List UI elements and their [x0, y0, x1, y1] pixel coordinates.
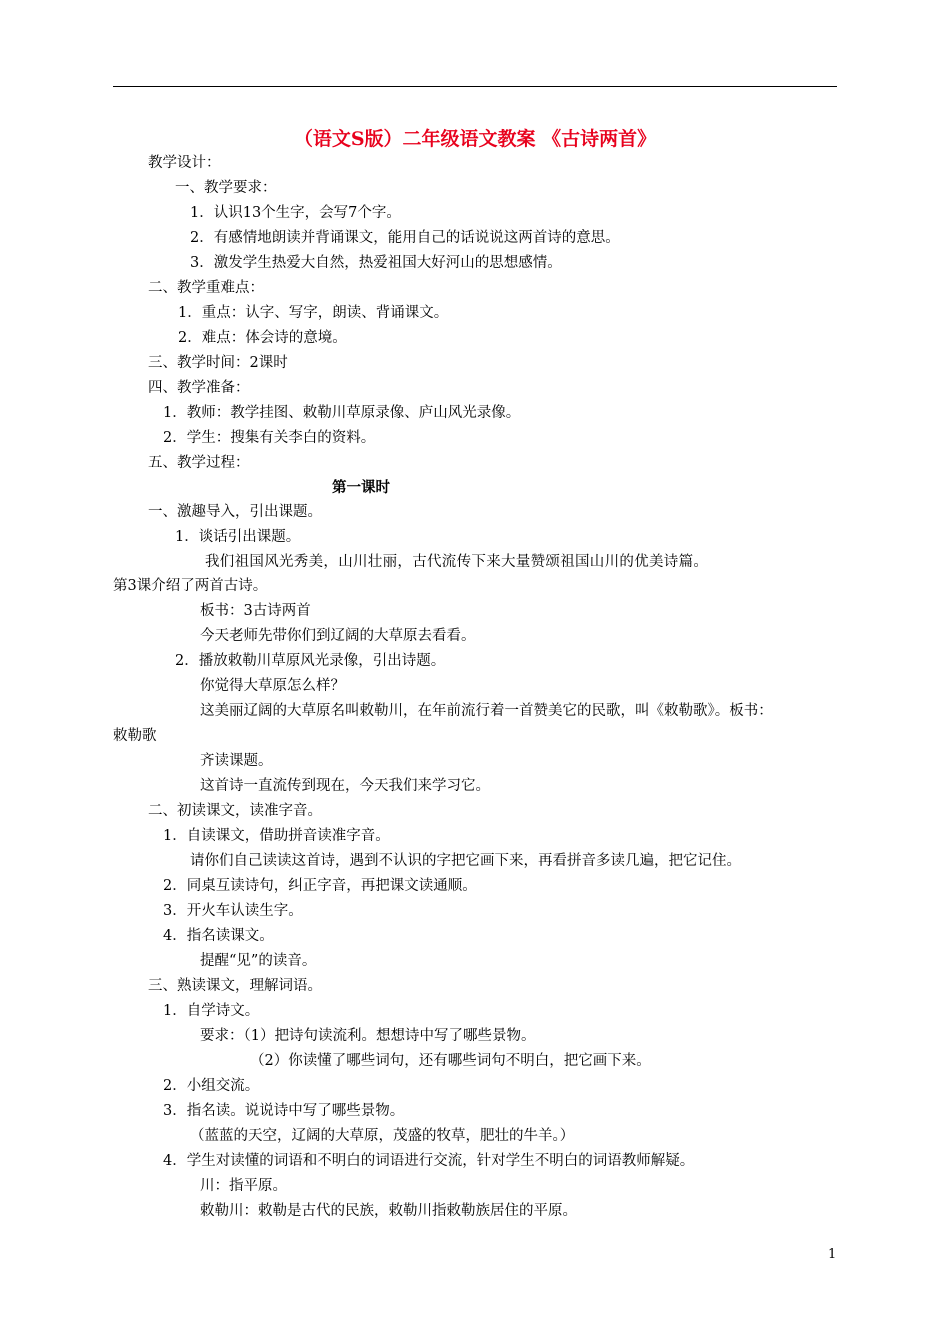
text-line: 要求：（1）把诗句读流利。想想诗中写了哪些景物。 [200, 1028, 536, 1044]
text-line: 1．认识13个生字，会写7个字。 [190, 205, 401, 221]
document-title: （语文S版）二年级语文教案 《古诗两首》 [293, 128, 657, 150]
text-line: 2．有感情地朗读并背诵课文，能用自己的话说说这两首诗的意思。 [190, 230, 620, 246]
text-line: （蓝蓝的天空，辽阔的大草原，茂盛的牧草，肥壮的牛羊。） [190, 1128, 575, 1144]
text-line: 3．指名读。说说诗中写了哪些景物。 [163, 1103, 405, 1119]
page-number: 1 [828, 1247, 837, 1262]
text-line: 二、初读课文，读准字音。 [148, 803, 322, 819]
text-line: 2．难点：体会诗的意境。 [178, 330, 347, 346]
text-line: 1．谈话引出课题。 [175, 529, 301, 545]
text-line: 三、教学时间：2课时 [148, 355, 288, 371]
text-line: 2．学生：搜集有关李白的资料。 [163, 430, 376, 446]
text-line: 敕勒川：敕勒是古代的民族，敕勒川指敕勒族居住的平原。 [200, 1203, 577, 1219]
text-line: 这首诗一直流传到现在，今天我们来学习它。 [200, 778, 490, 794]
text-line: 这美丽辽阔的大草原名叫敕勒川，在年前流行着一首赞美它的民歌，叫《敕勒歌》。板书： [200, 703, 773, 719]
text-line: （2）你读懂了哪些词句，还有哪些词句不明白，把它画下来。 [250, 1053, 651, 1069]
text-line: 1．自学诗文。 [163, 1003, 260, 1019]
text-line: 三、熟读课文，理解词语。 [148, 978, 322, 994]
text-line: 今天老师先带你们到辽阔的大草原去看看。 [200, 628, 476, 644]
text-line: 四、教学准备： [148, 380, 250, 396]
header-rule [113, 86, 837, 87]
text-line: 你觉得大草原怎么样？ [200, 678, 345, 694]
text-line: 1．教师：教学挂图、敕勒川草原录像、庐山风光录像。 [163, 405, 521, 421]
text-line: 4．指名读课文。 [163, 928, 274, 944]
text-line: 五、教学过程： [148, 455, 250, 471]
text-line: 2．同桌互读诗句，纠正字音，再把课文读通顺。 [163, 878, 477, 894]
text-line: 4．学生对读懂的词语和不明白的词语进行交流，针对学生不明白的词语教师解疑。 [163, 1153, 695, 1169]
text-line: 3．开火车认读生字。 [163, 903, 303, 919]
text-line: 第3课介绍了两首古诗。 [113, 578, 268, 594]
text-line: 我们祖国风光秀美，山川壮丽，古代流传下来大量赞颂祖国山川的优美诗篇。 [205, 554, 709, 570]
text-line: 川：指平原。 [200, 1178, 287, 1194]
text-line: 2．小组交流。 [163, 1078, 260, 1094]
text-line: 齐读课题。 [200, 753, 273, 769]
text-line: 提醒“见”的读音。 [200, 953, 317, 969]
text-line: 1．重点：认字、写字，朗读、背诵课文。 [178, 305, 449, 321]
text-line: 板书：3古诗两首 [200, 603, 311, 619]
text-line: 教学设计： [148, 155, 221, 171]
text-line: 一、教学要求： [175, 180, 277, 196]
text-line: 2．播放敕勒川草原风光录像，引出诗题。 [175, 653, 446, 669]
text-line: 请你们自己读读这首诗，遇到不认识的字把它画下来，再看拼音多读几遍，把它记住。 [190, 853, 741, 869]
text-line: 敕勒歌 [113, 728, 157, 744]
text-line: 二、教学重难点： [148, 280, 264, 296]
text-line: 1．自读课文，借助拼音读准字音。 [163, 828, 390, 844]
section-heading: 第一课时 [332, 479, 390, 496]
text-line: 一、激趣导入，引出课题。 [148, 504, 322, 520]
text-line: 3．激发学生热爱大自然，热爱祖国大好河山的思想感情。 [190, 255, 562, 271]
